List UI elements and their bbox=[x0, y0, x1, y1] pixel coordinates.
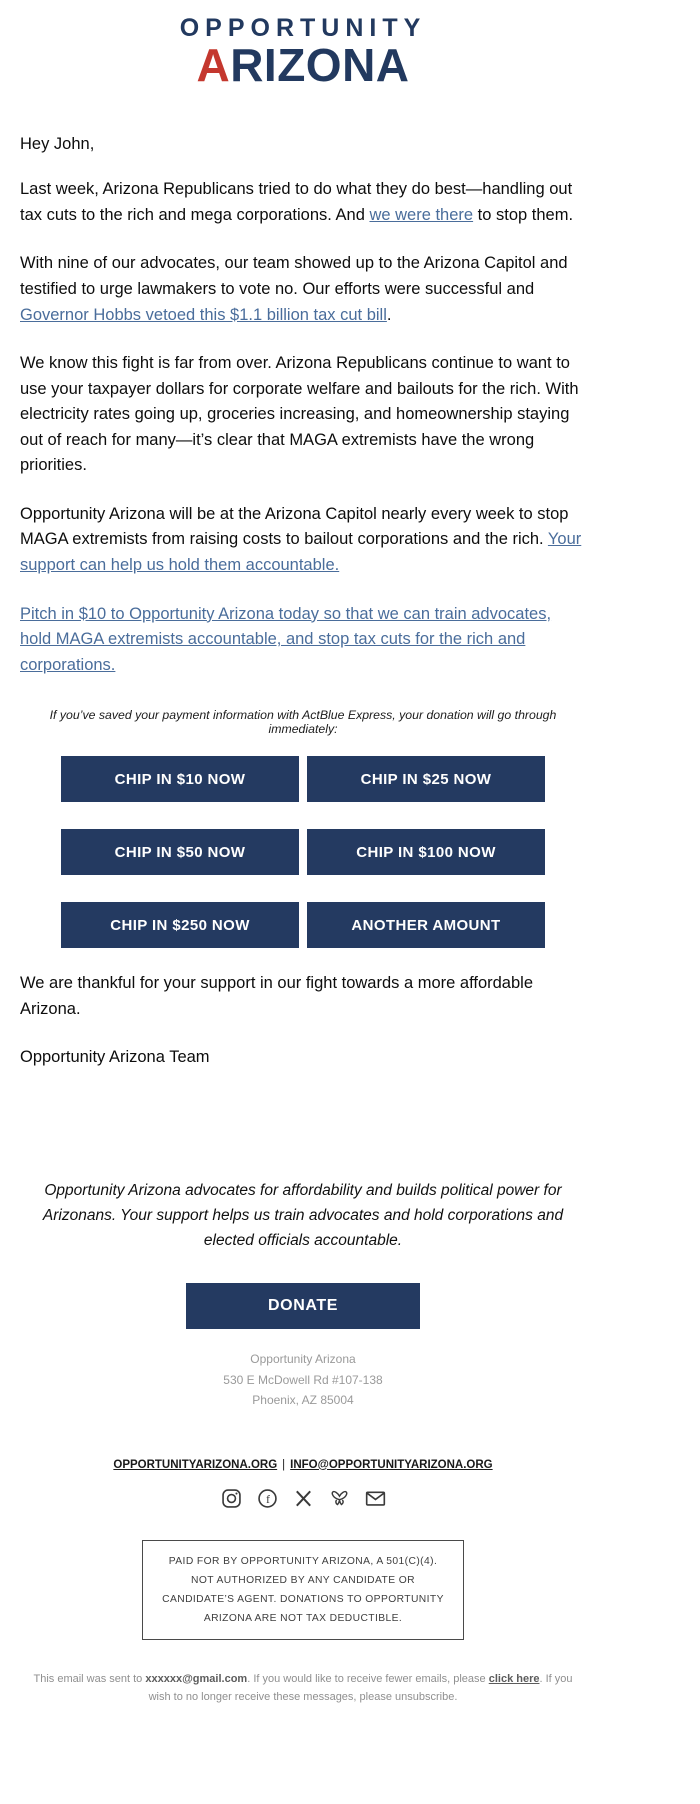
fine-print bbox=[25, 1670, 581, 1706]
donate-button[interactable]: DONATE bbox=[186, 1283, 420, 1329]
logo-wordmark-main bbox=[0, 41, 606, 89]
paragraph-2-tail: . bbox=[386, 305, 392, 324]
donate-section bbox=[0, 1283, 606, 1329]
instagram-icon[interactable] bbox=[220, 1487, 243, 1510]
fine-print-tail: . If you wish to no longer receive these messages, please unsubscribe. bbox=[148, 1672, 573, 1703]
address-org: Opportunity Arizona bbox=[250, 1352, 356, 1367]
recipient-email: xxxxxx@gmail.com bbox=[145, 1672, 248, 1685]
email-icon[interactable] bbox=[364, 1487, 387, 1510]
support-accountable-link[interactable]: Your support can help us hold them accountable. bbox=[20, 530, 582, 575]
closing-section bbox=[0, 971, 606, 1071]
closing-text: We are thankful for your support in our fight towards a more affordable Arizona. bbox=[20, 974, 533, 1018]
org-logo bbox=[0, 10, 606, 89]
paragraph-1-text: Last week, Arizona Republicans tried to do what they do best—handling out tax cuts to the rich and mega corporations. And bbox=[20, 180, 573, 224]
paragraph-1-tail: to stop them. bbox=[473, 205, 574, 224]
logo-red-a: A bbox=[196, 39, 231, 91]
chip-in-25-button[interactable]: CHIP IN $25 NOW bbox=[307, 756, 545, 802]
chip-in-250-button[interactable]: CHIP IN $250 NOW bbox=[61, 902, 299, 948]
facebook-icon[interactable] bbox=[256, 1487, 279, 1510]
chip-in-100-button[interactable]: CHIP IN $100 NOW bbox=[307, 829, 545, 875]
signoff: Opportunity Arizona Team bbox=[20, 1048, 210, 1067]
org-address bbox=[0, 1349, 606, 1410]
paragraph-4-text: Opportunity Arizona will be at the Arizona Capitol nearly every week to stop MAGA extremists from raising costs to bailout corporations and the rich. bbox=[20, 504, 569, 549]
email-link[interactable]: INFO@OPPORTUNITYARIZONA.ORG bbox=[290, 1458, 493, 1471]
x-icon[interactable] bbox=[292, 1487, 315, 1510]
paragraph-3 bbox=[20, 351, 586, 479]
fine-print-lead: This email was sent to bbox=[33, 1672, 146, 1685]
link-separator: | bbox=[282, 1458, 286, 1471]
bluesky-icon[interactable] bbox=[328, 1487, 351, 1510]
paragraph-5 bbox=[20, 602, 586, 679]
pitch-in-link[interactable]: Pitch in $10 to Opportunity Arizona today so that we can train advocates, hold MAGA extremists accountable, and stop tax cuts for the rich and corporations. bbox=[20, 604, 552, 674]
paragraph-1 bbox=[20, 177, 586, 228]
actblue-express-note: If you’ve saved your payment information with ActBlue Express, your donation will go through immediately: bbox=[49, 708, 557, 737]
paragraph-2 bbox=[20, 251, 586, 328]
email-content bbox=[0, 135, 606, 678]
greeting: Hey John, bbox=[20, 135, 95, 154]
logo-wordmark-top: OPPORTUNITY bbox=[179, 14, 427, 42]
website-link[interactable]: OPPORTUNITYARIZONA.ORG bbox=[113, 1458, 278, 1471]
svg-text:f: f bbox=[265, 1491, 270, 1506]
logo-rest: RIZONA bbox=[230, 39, 410, 91]
another-amount-button[interactable]: ANOTHER AMOUNT bbox=[307, 902, 545, 948]
social-icons-row bbox=[0, 1487, 606, 1510]
mission-statement: Opportunity Arizona advocates for affordability and builds political power for Arizonans. Your support helps us train advocates and hold corporations and elected officials accountable. bbox=[42, 1181, 564, 1249]
fine-print-mid: . If you would like to receive fewer emails, please bbox=[247, 1672, 489, 1685]
paragraph-4 bbox=[20, 502, 586, 579]
footer-links bbox=[0, 1459, 606, 1471]
disclaimer-box: PAID FOR BY OPPORTUNITY ARIZONA, A 501(C)(4). NOT AUTHORIZED BY ANY CANDIDATE OR CANDIDATE’S AGENT. DONATIONS TO OPPORTUNITY ARIZONA ARE NOT TAX DEDUCTIBLE. bbox=[142, 1540, 464, 1640]
click-here-link[interactable]: click here bbox=[488, 1672, 540, 1685]
paragraph-3-text: We know this fight is far from over. Arizona Republicans continue to want to use your taxpayer dollars for corporate welfare and bailouts for the rich. With electricity rates going up, groceries increasing, and homeownership staying out of reach for many—it’s clear that MAGA extremists have the wrong priorities. bbox=[20, 354, 579, 475]
chip-in-50-button[interactable]: CHIP IN $50 NOW bbox=[61, 829, 299, 875]
address-street: 530 E McDowell Rd #107-138 bbox=[223, 1372, 383, 1387]
donation-button-grid bbox=[61, 756, 545, 948]
address-city: Phoenix, AZ 85004 bbox=[252, 1393, 354, 1408]
we-were-there-link[interactable]: we were there bbox=[369, 205, 474, 224]
hobbs-veto-link[interactable]: Governor Hobbs vetoed this $1.1 billion tax cut bill bbox=[20, 305, 387, 324]
paragraph-2-text: With nine of our advocates, our team showed up to the Arizona Capitol and testified to urge lawmakers to vote no. Our efforts were successful and bbox=[20, 254, 568, 298]
chip-in-10-button[interactable]: CHIP IN $10 NOW bbox=[61, 756, 299, 802]
